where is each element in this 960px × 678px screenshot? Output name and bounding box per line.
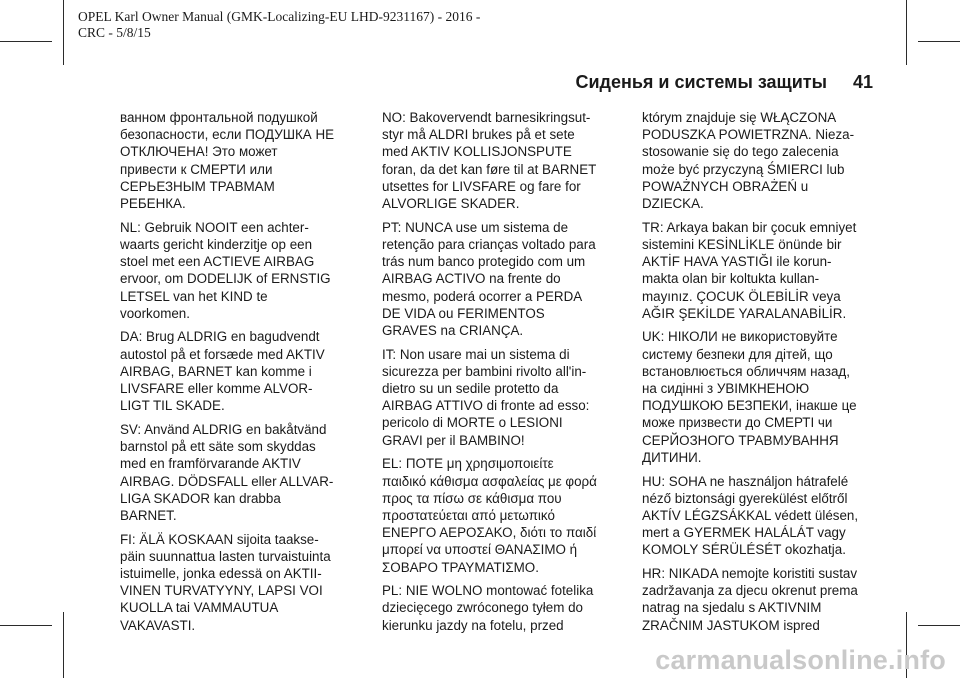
text-line: autostol på et forsæde med AKTIV xyxy=(120,346,325,362)
crop-mark xyxy=(918,625,960,626)
text-line: СЕРЬЕЗНЫМ ТРАВМАМ xyxy=(120,178,275,194)
paragraph xyxy=(382,346,618,449)
text-line: προστατεύεται από μετωπικό xyxy=(382,507,555,523)
text-line: KUOLLA tai VAMMAUTUA xyxy=(120,600,279,616)
text-line: привести к СМЕРТИ или xyxy=(120,161,273,177)
text-line: BARNET. xyxy=(120,507,177,523)
document-id-line: OPEL Karl Owner Manual (GMK-Localizing-EU LHD-9231167) - 2016 - xyxy=(78,9,481,24)
paragraph xyxy=(120,421,356,524)
text-line: ΣΟΒΑΡΟ ΤΡΑΥΜΑΤΙΣΜΟ. xyxy=(382,559,539,575)
text-line: AIRBAG ACTIVO na frente do xyxy=(382,271,561,287)
text-line: προς τα πίσω σε κάθισμα που xyxy=(382,490,562,506)
text-line: GRAVI per il BAMBINO! xyxy=(382,432,525,448)
paragraph xyxy=(120,328,356,414)
text-line: систему безпеки для дітей, що xyxy=(642,346,833,362)
page-number: 41 xyxy=(853,72,874,92)
text-line: foran, da det kan føre til at BARNET xyxy=(382,161,597,177)
text-line: SV: Använd ALDRIG en bakåtvänd xyxy=(120,421,327,437)
text-line: NO: Bakovervendt barnesikringsut- xyxy=(382,110,591,125)
text-line: LETSEL van het KIND te xyxy=(120,288,268,304)
text-line: ALVORLIGE SKADER. xyxy=(382,196,520,212)
text-line: ПОДУШКОЮ БЕЗПЕКИ, інакше це xyxy=(642,398,857,414)
text-line: СЕРЙОЗНОГО ТРАВМУВАННЯ xyxy=(642,432,839,448)
text-line: med en framförvarande AKTIV xyxy=(120,456,301,472)
text-line: DA: Brug ALDRIG en bagudvendt xyxy=(120,329,320,345)
text-line: styr må ALDRI brukes på et sete xyxy=(382,127,575,143)
text-line: voorkomen. xyxy=(120,305,190,321)
text-line: LIVSFARE eller komme ALVOR- xyxy=(120,381,313,397)
text-line: GRAVES na CRIANÇA. xyxy=(382,322,524,338)
text-line: retenção para crianças voltado para xyxy=(382,236,596,252)
text-line: mert a GYERMEK HALÁLÁT vagy xyxy=(642,525,846,541)
paragraph xyxy=(120,109,356,212)
text-line: VAKAVASTI. xyxy=(120,617,196,633)
text-line: PODUSZKA POWIETRZNA. Nieza- xyxy=(642,127,855,143)
text-line: ДИТИНИ. xyxy=(642,449,702,465)
text-line: którym znajduje się WŁĄCZONA xyxy=(642,110,837,125)
text-line: barnstol på ett säte som skyddas xyxy=(120,439,316,455)
text-line: ОТКЛЮЧЕНА! Это может xyxy=(120,144,278,160)
watermark: carmanualsonline.info xyxy=(655,645,946,675)
text-line: ZRAČNIM JASTUKOM ispred xyxy=(642,617,820,633)
text-line: IT: Non usare mai un sistema di xyxy=(382,346,570,362)
text-line: kierunku jazdy na fotelu, przed xyxy=(382,617,564,633)
text-line: ванном фронтальной подушкой xyxy=(120,110,318,125)
paragraph xyxy=(120,531,356,634)
paragraph xyxy=(642,473,878,559)
text-line: встановлюється обличчям назад, xyxy=(642,363,850,379)
crop-mark xyxy=(918,41,960,42)
text-line: TR: Arkaya bakan bir çocuk emniyet xyxy=(642,219,857,235)
paragraph xyxy=(642,109,878,212)
text-line: безопасности, если ПОДУШКА НЕ xyxy=(120,127,335,143)
text-line: VINEN TURVATYYNY, LAPSI VOI xyxy=(120,583,323,599)
text-line: natrag na sjedalu s AKTIVNIM xyxy=(642,600,822,616)
text-line: pericolo di MORTE o LESIONI xyxy=(382,415,563,431)
text-line: stosowanie się do tego zalecenia xyxy=(642,144,839,160)
text-line: néző biztonsági gyerekülést előtről xyxy=(642,490,848,506)
text-line: LIGA SKADOR kan drabba xyxy=(120,490,281,506)
text-line: PT: NUNCA use um sistema de xyxy=(382,219,569,235)
crop-mark xyxy=(63,0,64,65)
paragraph xyxy=(382,455,618,575)
text-line: med AKTIV KOLLISJONSPUTE xyxy=(382,144,572,160)
paragraph xyxy=(382,219,618,339)
text-line: LIGT TIL SKADE. xyxy=(120,398,225,414)
text-line: dietro su un sedile protetto da xyxy=(382,381,559,397)
text-line: ΕΝΕΡΓΟ ΑΕΡΟΣΑΚΟ, διότι το παιδί xyxy=(382,525,597,541)
crop-mark xyxy=(63,612,64,678)
text-line: UK: НІКОЛИ не використовуйте xyxy=(642,329,838,345)
paragraph xyxy=(120,219,356,322)
text-line: μπορεί να υποστεί ΘΑΝΑΣΙΜΟ ή xyxy=(382,542,578,558)
text-line: AKTÍV LÉGZSÁKKAL védett ülésen, xyxy=(642,507,859,523)
text-line: NL: Gebruik NOOIT een achter- xyxy=(120,219,309,235)
text-line: stoel met een ACTIEVE AIRBAG xyxy=(120,254,315,270)
text-line: päin suunnattua lasten turvaistuinta xyxy=(120,548,331,564)
document-header xyxy=(78,9,638,41)
text-line: EL: ΠΟΤΕ μη χρησιμοποιείτε xyxy=(382,456,554,472)
text-line: może być przyczyną ŚMIERCI lub xyxy=(642,161,845,177)
text-line: ervoor, om DODELIJK of ERNSTIG xyxy=(120,271,331,287)
text-line: POWAŻNYCH OBRAŻEŃ u xyxy=(642,178,809,194)
text-line: waarts gericht kinderzitje op een xyxy=(120,236,313,252)
text-line: KOMOLY SÉRÜLÉSÉT okozhatja. xyxy=(642,542,846,558)
text-line: AIRBAG ATTIVO di fronte ad esso: xyxy=(382,398,590,414)
crop-mark xyxy=(0,625,52,626)
text-line: zadržavanja za djecu okrenut prema xyxy=(642,583,858,599)
text-line: FI: ÄLÄ KOSKAAN sijoita taakse- xyxy=(120,531,319,547)
crop-mark xyxy=(0,41,52,42)
paragraph xyxy=(642,565,878,634)
crop-mark xyxy=(906,0,907,65)
text-column-3 xyxy=(642,109,878,640)
text-line: istuimelle, jonka edessä on AKTII- xyxy=(120,566,322,582)
text-line: HR: NIKADA nemojte koristiti sustav xyxy=(642,566,858,582)
text-line: mayınız. ÇOCUK ÖLEBİLİR veya xyxy=(642,288,841,304)
text-line: utsettes for LIVSFARE og fare for xyxy=(382,178,581,194)
text-column-2 xyxy=(382,109,618,640)
text-line: AIRBAG. DÖDSFALL eller ALLVAR- xyxy=(120,473,334,489)
text-line: παιδικό κάθισμα ασφαλείας με φορά xyxy=(382,473,597,489)
text-line: DE VIDA ou FERIMENTOS xyxy=(382,305,545,321)
text-line: mesmo, poderá ocorrer a PERDA xyxy=(382,288,583,304)
text-line: sistemini KESİNLİKLE önünde bir xyxy=(642,236,842,252)
text-line: РЕБЕНКА. xyxy=(120,196,186,212)
text-line: HU: SOHA ne használjon hátrafelé xyxy=(642,473,849,489)
text-line: DZIECKA. xyxy=(642,196,704,212)
text-line: на сидінні з УВІМКНЕНОЮ xyxy=(642,381,810,397)
paragraph xyxy=(382,582,618,634)
text-column-1 xyxy=(120,109,356,640)
text-line: AKTİF HAVA YASTIĞI ile korun- xyxy=(642,254,832,270)
text-line: AĞIR ŞEKİLDE YARALANABİLİR. xyxy=(642,305,847,321)
text-line: AIRBAG, BARNET kan komme i xyxy=(120,363,312,379)
section-title: Сиденья и системы защиты xyxy=(575,72,827,92)
text-line: sicurezza per bambini rivolto all'in- xyxy=(382,363,587,379)
document-revision-line: CRC - 5/8/15 xyxy=(78,25,151,40)
text-line: makta olan bir koltukta kullan- xyxy=(642,271,820,287)
paragraph xyxy=(382,109,618,212)
text-line: trás num banco protegido com um xyxy=(382,254,586,270)
text-line: може призвести до СМЕРТІ чи xyxy=(642,415,833,431)
text-line: dziecięcego zwróconego tyłem do xyxy=(382,600,583,616)
text-line: PL: NIE WOLNO montować fotelika xyxy=(382,583,594,599)
paragraph xyxy=(642,219,878,322)
paragraph xyxy=(642,328,878,466)
